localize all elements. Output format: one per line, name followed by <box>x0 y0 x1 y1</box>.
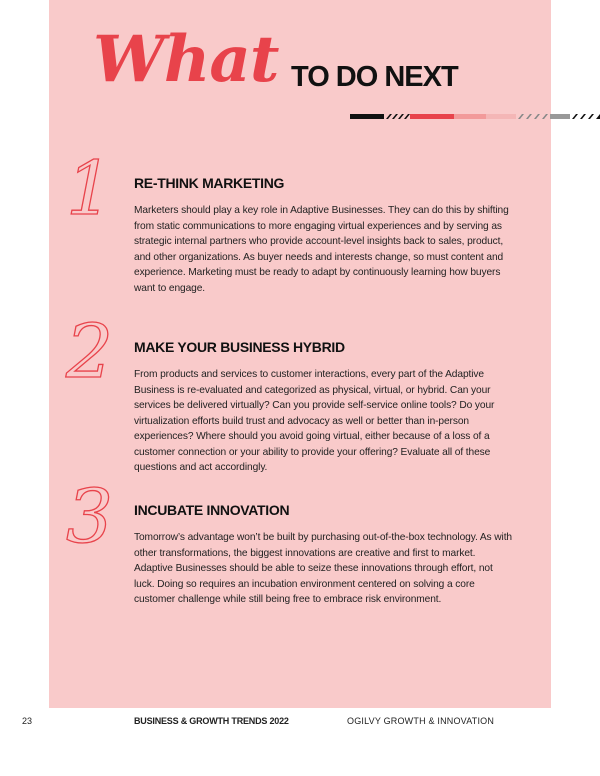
page-number: 23 <box>22 716 33 726</box>
title-caps: TO DO NEXT <box>291 61 458 93</box>
section-body-1: Marketers should play a key role in Adaptive Businesses. They can do this by shifting from static communications to more engaging virtual experiences and by serving as strategic internal partners who provide account-level insights back to sales, product, and other organizations. As buyer needs and interests change, so must content and experience. Marketing must be ready to adapt by continuously learning how buyers want to engage. <box>134 205 509 294</box>
section-title-2: MAKE YOUR BUSINESS HYBRID <box>134 339 345 355</box>
section-body-3: Tomorrow’s advantage won’t be built by purchasing out-of-the-box technology. As with other transformations, the biggest innovations are creative and first to market. Adaptive Businesses should be able to seize these innovations through effort, not luck. Doing so requires an incubation environment centered on solving a core customer challenge while still being free to embrace risk environment. <box>134 532 512 605</box>
section-number-2: 2 <box>66 309 114 395</box>
section-body-2: From products and services to customer interactions, every part of the Adaptive Business is re-evaluated and categorized as physical, virtual, or hybrid. Can your services be delivered virtually? Can you provide self-service online tools? Do your virtualization efforts build trust and advocacy as well or better than in-person experiences? Where should you avoid going virtual, either because of a loss of a customer connection or your ability to provide your offering? Evaluate all of these questions and act accordingly. <box>134 369 495 473</box>
organization-name: OGILVY GROWTH & INNOVATION <box>347 716 495 726</box>
section-number-3: 3 <box>66 474 114 560</box>
publication-title: BUSINESS & GROWTH TRENDS 2022 <box>134 716 289 726</box>
section-title-1: RE-THINK MARKETING <box>134 175 285 191</box>
section-title-3: INCUBATE INNOVATION <box>134 502 290 518</box>
section-number-1: 1 <box>66 146 114 232</box>
decorative-stripe <box>350 114 600 119</box>
title-script: What <box>93 22 279 97</box>
